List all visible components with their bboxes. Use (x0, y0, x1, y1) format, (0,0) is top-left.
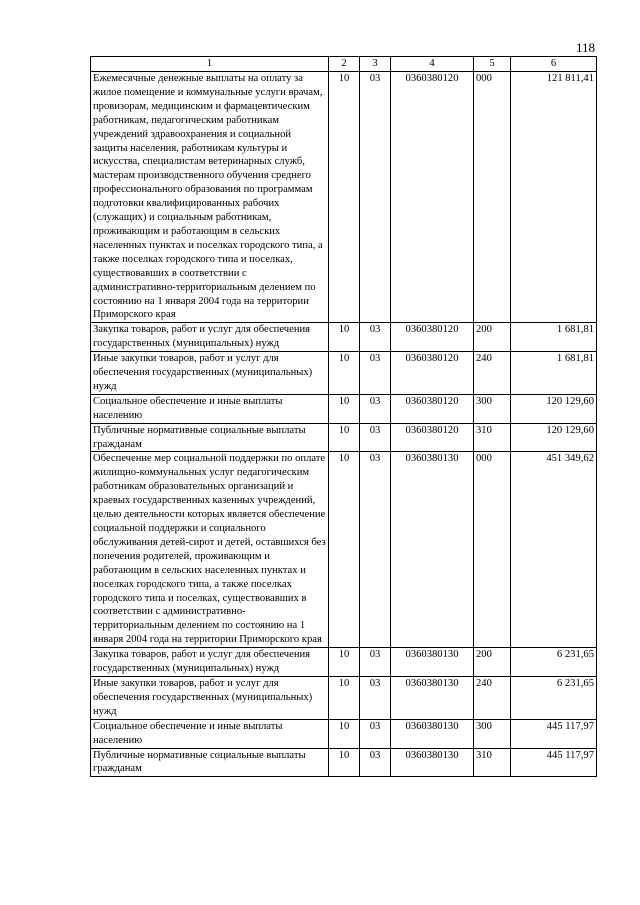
amount: 1 681,81 (511, 323, 597, 352)
amount: 445 117,97 (511, 748, 597, 777)
expense-type-code: 240 (474, 676, 511, 719)
page-number: 118 (575, 40, 595, 55)
row-name: Иные закупки товаров, работ и услуг для обеспечения государственных (муниципальных) нужд (91, 676, 329, 719)
subsection-code: 03 (360, 452, 391, 648)
section-code: 10 (329, 676, 360, 719)
row-name: Ежемесячные денежные выплаты на оплату за жилое помещение и коммунальные услуги врачам, провизорам, медицинским и фармацевтическим работникам, педагогическим работникам учреждений здравоохранения и социальной защиты населения, работникам культуры и искусства, специалистам ветеринарных служб, мастерам производственного обучения среднего профессионального образования по программам подготовки квалифицированных рабочих (служащих) и социальным работникам, проживающим и работающим в сельских населенных пунктах и поселках городского типа, а также поселках городского типа и поселках, существовавших в соответствии с административно-территориальным делением по состоянию на 1 января 2004 года на территории Приморского края (91, 72, 329, 323)
table-row (91, 423, 597, 452)
expense-type-code: 310 (474, 748, 511, 777)
table-row (91, 452, 597, 648)
subsection-code: 03 (360, 72, 391, 323)
column-header-5: 5 (474, 57, 511, 72)
table-row (91, 648, 597, 677)
budget-table (90, 56, 597, 777)
target-article-code: 0360380120 (391, 323, 474, 352)
section-code: 10 (329, 352, 360, 395)
amount: 120 129,60 (511, 394, 597, 423)
table-row (91, 394, 597, 423)
row-name: Публичные нормативные социальные выплаты гражданам (91, 748, 329, 777)
amount: 6 231,65 (511, 676, 597, 719)
column-header-6: 6 (511, 57, 597, 72)
expense-type-code: 000 (474, 72, 511, 323)
column-header-3: 3 (360, 57, 391, 72)
section-code: 10 (329, 323, 360, 352)
amount: 445 117,97 (511, 719, 597, 748)
amount: 451 349,62 (511, 452, 597, 648)
subsection-code: 03 (360, 352, 391, 395)
amount: 6 231,65 (511, 648, 597, 677)
target-article-code: 0360380120 (391, 394, 474, 423)
row-name: Закупка товаров, работ и услуг для обеспечения государственных (муниципальных) нужд (91, 323, 329, 352)
row-name: Обеспечение мер социальной поддержки по оплате жилищно-коммунальных услуг педагогическим работникам образовательных организаций и краевых государственных казенных учреждений, целью деятельности которых является обеспечение социальной поддержки и социального обслуживания детей-сирот и детей, оставшихся без попечения родителей, проживающим и работающим в сельских населенных пунктах и поселках городского типа, а также поселках городского типа и поселках, существовавших в соответствии с административно-территориальным делением по состоянию на 1 января 2004 года на территории Приморского края (91, 452, 329, 648)
row-name: Социальное обеспечение и иные выплаты населению (91, 719, 329, 748)
row-name: Публичные нормативные социальные выплаты гражданам (91, 423, 329, 452)
amount: 121 811,41 (511, 72, 597, 323)
expense-type-code: 310 (474, 423, 511, 452)
target-article-code: 0360380130 (391, 748, 474, 777)
subsection-code: 03 (360, 719, 391, 748)
target-article-code: 0360380130 (391, 676, 474, 719)
expense-type-code: 200 (474, 648, 511, 677)
expense-type-code: 200 (474, 323, 511, 352)
table-row (91, 748, 597, 777)
subsection-code: 03 (360, 394, 391, 423)
row-name: Социальное обеспечение и иные выплаты населению (91, 394, 329, 423)
section-code: 10 (329, 423, 360, 452)
target-article-code: 0360380130 (391, 648, 474, 677)
target-article-code: 0360380120 (391, 72, 474, 323)
table-row (91, 72, 597, 323)
expense-type-code: 300 (474, 394, 511, 423)
subsection-code: 03 (360, 323, 391, 352)
amount: 120 129,60 (511, 423, 597, 452)
section-code: 10 (329, 648, 360, 677)
expense-type-code: 240 (474, 352, 511, 395)
subsection-code: 03 (360, 648, 391, 677)
section-code: 10 (329, 452, 360, 648)
section-code: 10 (329, 72, 360, 323)
amount: 1 681,81 (511, 352, 597, 395)
table-row (91, 323, 597, 352)
subsection-code: 03 (360, 423, 391, 452)
target-article-code: 0360380130 (391, 452, 474, 648)
target-article-code: 0360380120 (391, 423, 474, 452)
section-code: 10 (329, 394, 360, 423)
table-row (91, 676, 597, 719)
row-name: Закупка товаров, работ и услуг для обеспечения государственных (муниципальных) нужд (91, 648, 329, 677)
column-header-1: 1 (91, 57, 329, 72)
expense-type-code: 000 (474, 452, 511, 648)
row-name: Иные закупки товаров, работ и услуг для обеспечения государственных (муниципальных) нужд (91, 352, 329, 395)
table-row (91, 719, 597, 748)
header-row (91, 57, 597, 72)
subsection-code: 03 (360, 748, 391, 777)
subsection-code: 03 (360, 676, 391, 719)
column-header-2: 2 (329, 57, 360, 72)
section-code: 10 (329, 719, 360, 748)
target-article-code: 0360380130 (391, 719, 474, 748)
expense-type-code: 300 (474, 719, 511, 748)
column-header-4: 4 (391, 57, 474, 72)
section-code: 10 (329, 748, 360, 777)
target-article-code: 0360380120 (391, 352, 474, 395)
table-row (91, 352, 597, 395)
